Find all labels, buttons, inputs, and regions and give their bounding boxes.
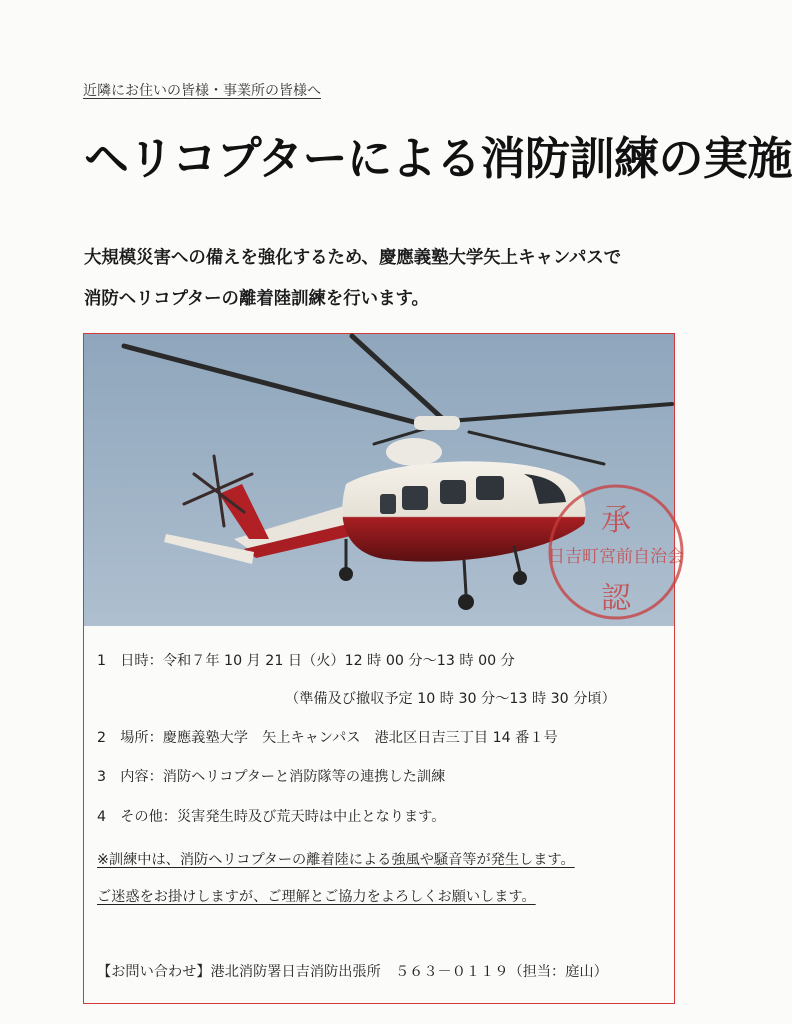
approval-stamp — [528, 480, 708, 630]
stamp-bottom-char: 認 — [601, 581, 631, 616]
stamp-org-name: 日吉町宮前自治会 — [548, 547, 684, 567]
stamp-top-char: 承 — [601, 503, 631, 538]
lead-line-1: 大規模災害への備えを強化するため、慶應義塾大学矢上キャンパスで — [84, 248, 622, 268]
item-datetime: 1 日時：令和７年 10 月 21 日（火）12 時 00 分～13 時 00 分 — [97, 653, 515, 669]
lead-line-2: 消防ヘリコプターの離着陸訓練を行います。 — [84, 289, 429, 309]
page-title: ヘリコプターによる消防訓練の実施 — [84, 132, 792, 185]
note-line-1: ※訓練中は、消防ヘリコプターの離着陸による強風や騒音等が発生します。 — [97, 852, 575, 868]
note-line-2: ご迷惑をお掛けしますが、ご理解とご協力をよろしくお願いします。 — [97, 889, 536, 905]
item-other: 4 その他：災害発生時及び荒天時は中止となります。 — [97, 809, 446, 825]
item-location: 2 場所：慶應義塾大学 矢上キャンパス 港北区日吉三丁目 14 番１号 — [97, 730, 558, 746]
item-content: 3 内容：消防ヘリコプターと消防隊等の連携した訓練 — [97, 769, 446, 785]
item-datetime-sub: （準備及び撤収予定 10 時 30 分～13 時 30 分頃） — [285, 691, 616, 707]
audience-line: 近隣にお住いの皆様・事業所の皆様へ — [83, 83, 321, 99]
contact-line: 【お問い合わせ】港北消防署日吉消防出張所 ５６３－０１１９（担当：庭山） — [97, 964, 608, 980]
